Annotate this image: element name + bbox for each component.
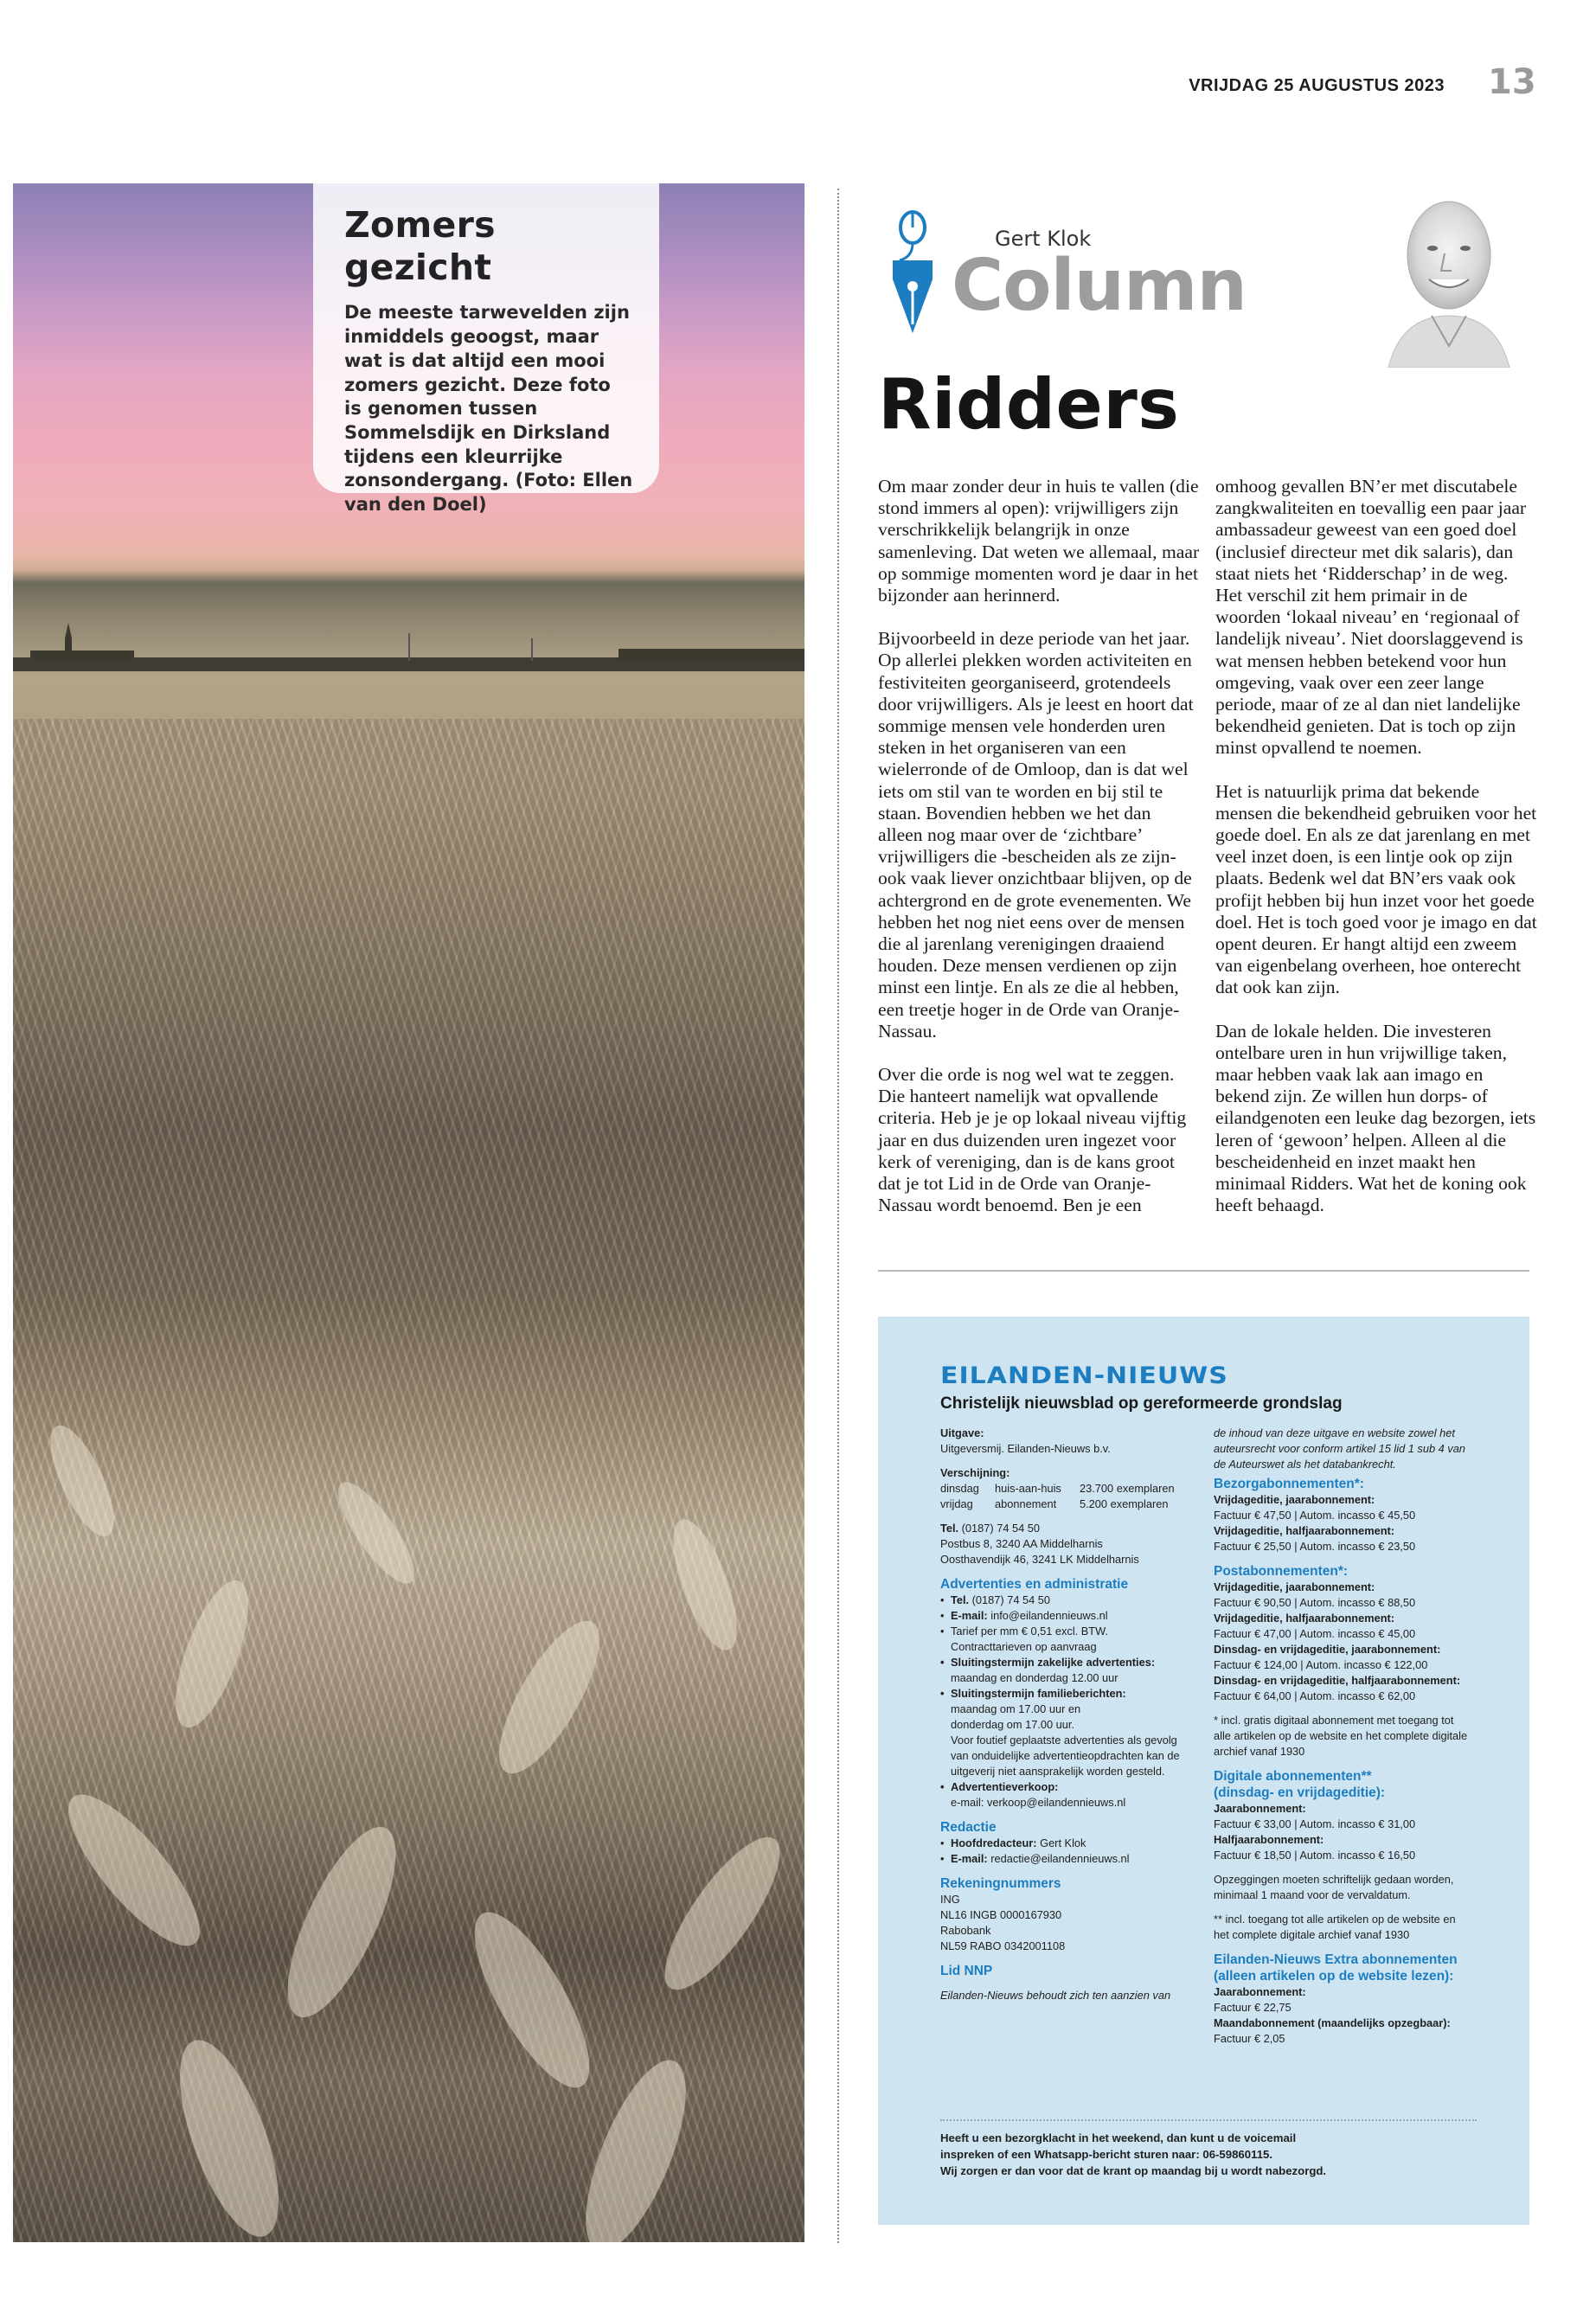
photo-caption-title: Zomers gezicht [344,204,496,289]
footnote: alle artikelen op de website en het complete digitale [1214,1729,1468,1742]
rekeningnummers-heading: Rekeningnummers [940,1876,1061,1891]
colophon-right-column [1214,1426,1490,2047]
telephone: Tel. (0187) 74 54 50 [940,1522,1041,1535]
postal-address: Postbus 8, 3240 AA Middelharnis [940,1537,1103,1550]
column-divider [837,189,839,2243]
price-label: Maandabonnement (maandelijks opzegbaar): [1214,2016,1451,2029]
price-value: Factuur € 47,00 | Autom. incasso € 45,00 [1214,1627,1416,1640]
hoofdredacteur: • Hoofdredacteur: Gert Klok [940,1836,1200,1851]
verschijning-row: vrijdag abonnement 5.200 exemplaren [940,1497,1169,1510]
column-body-left [878,476,1200,1239]
column-headline: Ridders [878,364,1180,445]
column-author: Gert Klok [995,227,1092,251]
colophon-left-column [940,1426,1200,2003]
adv-telephone: • Tel. (0187) 74 54 50 [940,1593,1200,1608]
digitaal-heading: Digitale abonnementen** [1214,1769,1372,1784]
adv-sluit-zakelijk-label: • Sluitingstermijn zakelijke advertenties: [940,1655,1200,1670]
paragraph: Dan de lokale helden. Die investeren ontelbare uren in hun vrijwillige taken, maar hebben vaak lak aan imago en bekend zijn. Ze willen hun dorps- of eilandgenoten een leuke dag bezorgen, iets leren of ‘gewoon’ helpen. Alleen al die bescheidenheid en inzet maakt hen minimaal Ridders. Wat het de koning ook heeft behaagd. [1215,1020,1536,1216]
price-label: Dinsdag- en vrijdageditie, jaarabonnement: [1214,1643,1441,1656]
adv-fout-1: Voor foutief geplaatste advertenties als gevolg [951,1734,1177,1747]
price-label: Jaarabonnement: [1214,1985,1306,1998]
adv-fout-2: van onduidelijke advertentieopdrachten kan de [951,1749,1180,1762]
price-label: Vrijdageditie, jaarabonnement: [1214,1580,1375,1593]
price-label: Vrijdageditie, jaarabonnement: [1214,1493,1375,1506]
adv-sluit-familie-2: donderdag om 17.00 uur. [951,1718,1075,1731]
opzegging-note: Opzeggingen moeten schriftelijk gedaan worden, [1214,1873,1454,1886]
adv-sluit-zakelijk-value: maandag en donderdag 12.00 uur [951,1671,1118,1684]
footer-line: Heeft u een bezorgklacht in het weekend, dan kunt u de voicemail [940,2131,1297,2144]
redactie-heading: Redactie [940,1820,997,1835]
column-body-right [1215,476,1537,1239]
wheat-ears [38,1417,798,2242]
price-value: Factuur € 33,00 | Autom. incasso € 31,00 [1214,1817,1416,1830]
footnote: het complete digitale archief vanaf 1930 [1214,1928,1410,1941]
uitgave-value: Uitgeversmij. Eilanden-Nieuws b.v. [940,1442,1111,1455]
price-label: Dinsdag- en vrijdageditie, halfjaarabonnement: [1214,1674,1461,1687]
rights-line-4: de Auteurswet als het databankrecht. [1214,1458,1396,1471]
photo-caption-text: De meeste tarwevelden zijn inmiddels geoogst, maar wat is dat altijd een mooi zomers gezicht. Deze foto is genomen tussen Sommelsdijk en Dirksland tijdens een kleurrijke zonsondergang. (Foto: Ellen van den Doel) [344,302,633,516]
price-value: Factuur € 18,50 | Autom. incasso € 16,50 [1214,1849,1416,1862]
colophon-tagline: Christelijk nieuwsblad op gereformeerde grondslag [940,1394,1343,1413]
issue-date: VRIJDAG 25 AUGUSTUS 2023 [1189,76,1445,95]
verschijning-row: dinsdag huis-aan-huis 23.700 exemplaren [940,1482,1175,1495]
redactie-email-link[interactable]: redactie@eilandennieuws.nl [990,1852,1130,1865]
iban-ing: NL16 INGB 0000167930 [940,1908,1062,1921]
author-portrait [1384,186,1514,368]
rights-line-1: Eilanden-Nieuws behoudt zich ten aanzien van [940,1989,1171,2002]
opzegging-note: minimaal 1 maand voor de vervaldatum. [1214,1888,1411,1901]
rights-line-2: de inhoud van deze uitgave en website zowel het [1214,1426,1455,1439]
photo-caption-box [313,183,659,516]
price-label: Vrijdageditie, halfjaarabonnement: [1214,1612,1395,1625]
price-value: Factuur € 2,05 [1214,2032,1285,2045]
price-value: Factuur € 47,50 | Autom. incasso € 45,50 [1214,1509,1416,1522]
paragraph: Bijvoorbeeld in deze periode van het jaar. Op allerlei plekken worden activiteiten en festiviteiten georganiseerd, grotendeels door vrijwilligers. Als je leest en hoort dat sommige mensen vele honderden uren steken in het organiseren van een wielerronde of de Omloop, dan is dat wel iets om stil van te worden en bij stil te staan. Bovendien hebben we het dan alleen nog maar over de ‘zichtbare’ vrijwilligers die -bescheiden als ze zijn- ook vaak liever onzichtbaar blijven, op de achtergrond en de grote evenementen. We hebben het nog niet eens over de mensen die al jarenlang verenigingen draaiend houden. Deze mensen verdienen op zijn minst een lintje. En als ze die al hebben, een treetje hoger in de Orde van Oranje-Nassau. [878,628,1194,1042]
horizon-silhouette [13,623,804,671]
rights-line-3: auteursrecht voor conform artikel 15 lid 1 sub 4 van [1214,1442,1465,1455]
verschijning-label: Verschijning: [940,1466,1010,1479]
bank-ing: ING [940,1893,960,1906]
bezorg-heading: Bezorgabonnementen*: [1214,1477,1364,1491]
bank-rabobank: Rabobank [940,1924,991,1937]
colophon-dotted-rule [940,2119,1477,2121]
lid-nnp-heading: Lid NNP [940,1964,993,1978]
paragraph: omhoog gevallen BN’er met discutabele zangkwaliteiten en toevallig een paar jaar ambassadeur geweest van een goed doel (inclusief directeur met dik salaris), dan staat niets het ‘Ridderschap’ in de weg. Het verschil zit hem primair in de woorden ‘lokaal niveau’ en ‘regionaal of landelijk niveau’. Niet doorslaggevend is wat mensen hebben betekend voor hun omgeving, vaak over een zeer lange periode, maar of ze al dan niet landelijke bekendheid genieten. Dat is toch op zijn minst opvallend te noemen. [1215,476,1527,759]
digitaal-subheading: (dinsdag- en vrijdageditie): [1214,1785,1386,1800]
adv-sluit-familie-label: • Sluitingstermijn familieberichten: [940,1686,1200,1702]
section-rule [878,1270,1529,1272]
adv-verkoop-label: • Advertentieverkoop: [940,1779,1200,1795]
price-value: Factuur € 124,00 | Autom. incasso € 122,00 [1214,1658,1428,1671]
colophon-footer [940,2130,1494,2179]
colophon-box [878,1317,1529,2225]
paragraph: Over die orde is nog wel wat te zeggen. Die hanteert namelijk wat opvallende criteria. Heb je je op lokaal niveau vijftig jaar en dus duizenden uren ingezet voor kerk of vereniging, dan is de kans groot dat je tot Lid in de Orde van Oranje-Nassau wordt benoemd. Ben je een [878,1064,1187,1216]
paragraph: Om maar zonder deur in huis te vallen (die stond immers al open): vrijwilligers zijn verschrikkelijk belangrijk in onze samenleving. Dat weten we allemaal, maar op sommige momenten word je daar in het bijzonder aan herinnerd. [878,476,1200,606]
uitgave-label: Uitgave: [940,1426,984,1439]
price-value: Factuur € 90,50 | Autom. incasso € 88,50 [1214,1596,1416,1609]
price-label: Jaarabonnement: [1214,1802,1306,1815]
price-label: Vrijdageditie, halfjaarabonnement: [1214,1524,1395,1537]
paragraph: Het is natuurlijk prima dat bekende mensen die bekendheid gebruiken voor het goede doel. En als ze dat jarenlang en met veel inzet doen, is een lintje ook op zijn plaats. Bedenk wel dat BN’ers vaak ook profijt hebben bij hun inzet voor het goede doel. Het is toch goed voor je imago en dat opent deuren. Er hangt altijd een zweem van eigenbelang overheen, hoe onterecht dat ook kan zijn. [1215,780,1537,998]
price-value: Factuur € 22,75 [1214,2001,1292,2014]
advertenties-heading: Advertenties en administratie [940,1577,1129,1592]
footnote: archief vanaf 1930 [1214,1745,1305,1758]
column-label: Column [952,245,1247,327]
extra-subheading: (alleen artikelen op de website lezen): [1214,1969,1454,1984]
price-label: Halfjaarabonnement: [1214,1833,1324,1846]
price-value: Factuur € 25,50 | Autom. incasso € 23,50 [1214,1540,1416,1553]
adv-email: • E-mail: info@eilandennieuws.nl [940,1608,1200,1624]
eilanden-nieuws-logo: EILANDEN-NIEUWS [940,1362,1228,1390]
price-value: Factuur € 64,00 | Autom. incasso € 62,00 [1214,1689,1416,1702]
page-number: 13 [1488,62,1536,102]
adv-tarief: • Tarief per mm € 0,51 excl. BTW. [940,1624,1200,1639]
adv-contract: Contracttarieven op aanvraag [951,1640,1097,1653]
footnote: * incl. gratis digitaal abonnement met toegang tot [1214,1714,1454,1727]
iban-rabobank: NL59 RABO 0342001108 [940,1939,1066,1952]
adv-email-link[interactable]: info@eilandennieuws.nl [990,1609,1108,1622]
adv-sluit-familie-1: maandag om 17.00 uur en [951,1702,1081,1715]
fountain-pen-mouse-icon [882,203,943,342]
redactie-email: • E-mail: redactie@eilandennieuws.nl [940,1851,1200,1867]
post-heading: Postabonnementen*: [1214,1564,1349,1579]
adv-fout-3: uitgeverij niet aansprakelijk worden gesteld. [951,1765,1165,1778]
footer-line: Wij zorgen er dan voor dat de krant op maandag bij u wordt nabezorgd. [940,2164,1327,2177]
footer-line: inspreken of een Whatsapp-bericht sturen naar: 06-59860115. [940,2148,1273,2161]
visit-address: Oosthavendijk 46, 3241 LK Middelharnis [940,1553,1139,1566]
footnote: ** incl. toegang tot alle artikelen op de website en [1214,1913,1456,1926]
extra-heading: Eilanden-Nieuws Extra abonnementen [1214,1952,1458,1967]
adv-verkoop-value[interactable]: e-mail: verkoop@eilandennieuws.nl [951,1796,1126,1809]
